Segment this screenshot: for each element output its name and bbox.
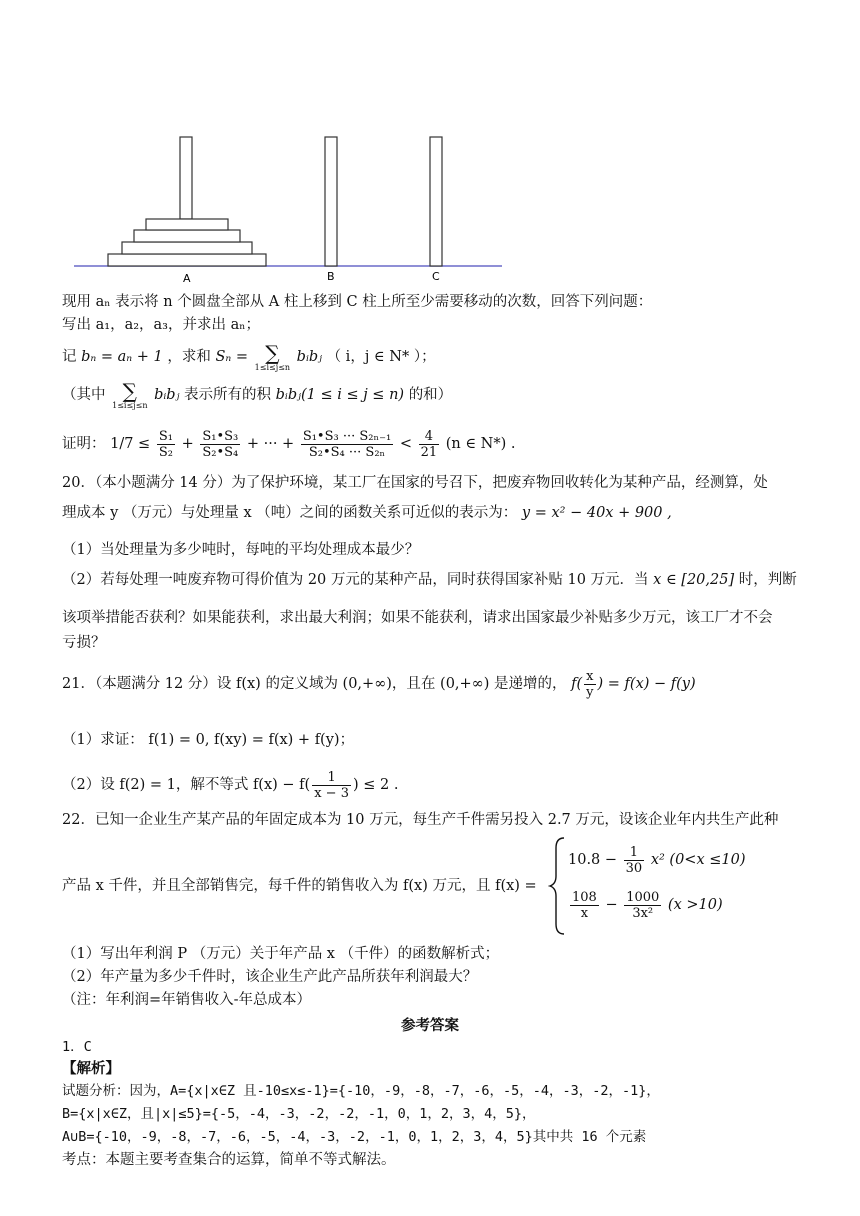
peg-a xyxy=(180,137,192,219)
piecewise-case1: 10.8 − $\frac{1}{30}$ x² (0<x ≤10) xyxy=(568,844,746,876)
peg-c xyxy=(430,137,442,266)
fraction: $\frac{108}{x}$ xyxy=(572,889,597,921)
disk-1 xyxy=(146,219,228,230)
peg-label-a: A xyxy=(183,272,191,285)
analysis-line-4: 考点：本题主要考查集合的运算，简单不等式解法。 xyxy=(62,1152,396,1168)
disk-2 xyxy=(134,230,240,242)
piecewise-brace xyxy=(548,836,568,936)
p20-line2: 理成本 y （万元）与处理量 x （吨）之间的函数关系可近似的表示为： y = x² − 40x + 900 , xyxy=(62,505,672,521)
p20-q1: （1）当处理量为多少吨时，每吨的平均处理成本最少？ xyxy=(62,542,420,558)
p22-q1: （1）写出年利润 P （万元）关于年产品 x （千件）的函数解析式； xyxy=(62,946,500,962)
analysis-tag: 【解析】 xyxy=(62,1060,120,1077)
peg-label-c: C xyxy=(432,270,440,283)
p20-line1: 20．（本小题满分 14 分）为了保护环境，某工厂在国家的号召下，把废弃物回收转化为某种产品，经测算，处 xyxy=(62,475,768,491)
fraction: $\frac{4}{21}$ xyxy=(420,428,438,460)
disk-4 xyxy=(108,254,266,266)
p22-line2: 产品 x 千件，并且全部销售完，每千件的销售收入为 f(x) 万元，且 f(x) = xyxy=(62,878,537,894)
hanoi-diagram xyxy=(0,0,860,290)
p19-intro: 现用 aₙ 表示将 n 个圆盘全部从 A 柱上移到 C 柱上所至少需要移动的次数，回答下列问题： xyxy=(62,294,653,310)
fraction: $\frac{1000}{\text{3x²}}$ xyxy=(626,889,660,921)
p19-part2: 记 bₙ = aₙ + 1 ，求和 Sₙ = ∑ 1≤i≤j≤n bᵢbⱼ （ i，j ∈ N* ）； xyxy=(62,340,436,372)
p21-q1: （1）求证： f(1) = 0, f(xy) = f(x) + f(y)； xyxy=(62,732,355,748)
p21-line1: 21．（本题满分 12 分）设 f(x) 的定义域为 (0,+∞)，且在 (0,+∞) 是递增的， f( $\frac{x}{y}$ ) = f(x) − f(y) xyxy=(62,668,696,700)
answer-1: 1．C xyxy=(62,1039,92,1055)
p20-q2: （2）若每处理一吨废弃物可得价值为 20 万元的某种产品，同时获得国家补贴 10 万元．当 x ∈ [20,25] 时，判断 xyxy=(62,572,797,588)
p19-note: （其中 ∑ 1≤i≤j≤n bᵢbⱼ 表示所有的积 bᵢbⱼ(1 ≤ i ≤ j ≤ n) 的和） xyxy=(62,378,453,410)
peg-label-b: B xyxy=(327,270,335,283)
fraction: $\frac{1}{x - 3}$ xyxy=(314,769,349,801)
answers-heading: 参考答案 xyxy=(401,1017,459,1034)
fraction: $\frac{\text{S₁•S₃ ··· S₂ₙ₋₁}}{\text{S₂•S₄ ··· S₂ₙ}}$ xyxy=(302,428,392,460)
fraction: $\frac{\text{S₁}}{\text{S₂}}$ xyxy=(158,428,173,460)
fraction: $\frac{1}{30}$ xyxy=(625,844,643,876)
peg-b xyxy=(325,137,337,266)
p22-line1: 22．已知一企业生产某产品的年固定成本为 10 万元，每生产千件需另投入 2.7 万元，设该企业年内共生产此种 xyxy=(62,812,779,828)
p21-q2: （2）设 f(2) = 1，解不等式 f(x) − f( $\frac{1}{x - 3}$ ) ≤ 2 . xyxy=(62,769,399,801)
p19-proof: 证明： 1/7 ≤ $\frac{\text{S₁}}{\text{S₂}}$ + $\frac{\text{S₁•S₃}}{\text{S₂•S₄}}$ + ··· + $\frac{\text{S₁•S₃ ··· S₂ₙ₋₁}}{\text{S₂•S₄ ··· S₂ₙ}}$ < $\frac{4}{21}$ (n ∈ N*) . xyxy=(62,428,516,460)
p20-q2-line3: 亏损？ xyxy=(62,635,106,651)
disk-3 xyxy=(122,242,252,254)
p22-q2: （2）年产量为多少千件时，该企业生产此产品所获年利润最大？ xyxy=(62,969,478,985)
p20-q2-line2: 该项举措能否获利？如果能获利，求出最大利润；如果不能获利，请求出国家最少补贴多少万元，该工厂才不会 xyxy=(62,610,773,626)
p19-part1: 写出 a₁，a₂，a₃，并求出 aₙ； xyxy=(62,317,261,333)
fraction: $\frac{\text{S₁•S₃}}{\text{S₂•S₄}}$ xyxy=(202,428,239,460)
fraction: $\frac{x}{y}$ xyxy=(586,668,594,700)
p22-note: （注：年利润=年销售收入-年总成本） xyxy=(62,992,312,1008)
sigma-symbol: ∑ 1≤i≤j≤n xyxy=(112,378,148,410)
sigma-symbol: ∑ 1≤i≤j≤n xyxy=(254,340,291,372)
piecewise-case2: $\frac{108}{x}$ − $\frac{1000}{\text{3x²}}$ (x >10) xyxy=(572,889,723,921)
analysis-line-1: 试题分析：因为，A={x|x∈Z 且-10≤x≤-1}={-10，-9，-8，-7，-6，-5，-4，-3，-2，-1}， xyxy=(62,1083,660,1099)
analysis-line-2: B={x|x∈Z，且|x|≤5}={-5，-4，-3，-2，-2，-1，0，1，2，3，4，5}， xyxy=(62,1106,536,1122)
analysis-line-3: A∪B={-10，-9，-8，-7，-6，-5，-4，-3，-2，-1，0，1，2，3，4，5}其中共 16 个元素 xyxy=(62,1129,647,1145)
